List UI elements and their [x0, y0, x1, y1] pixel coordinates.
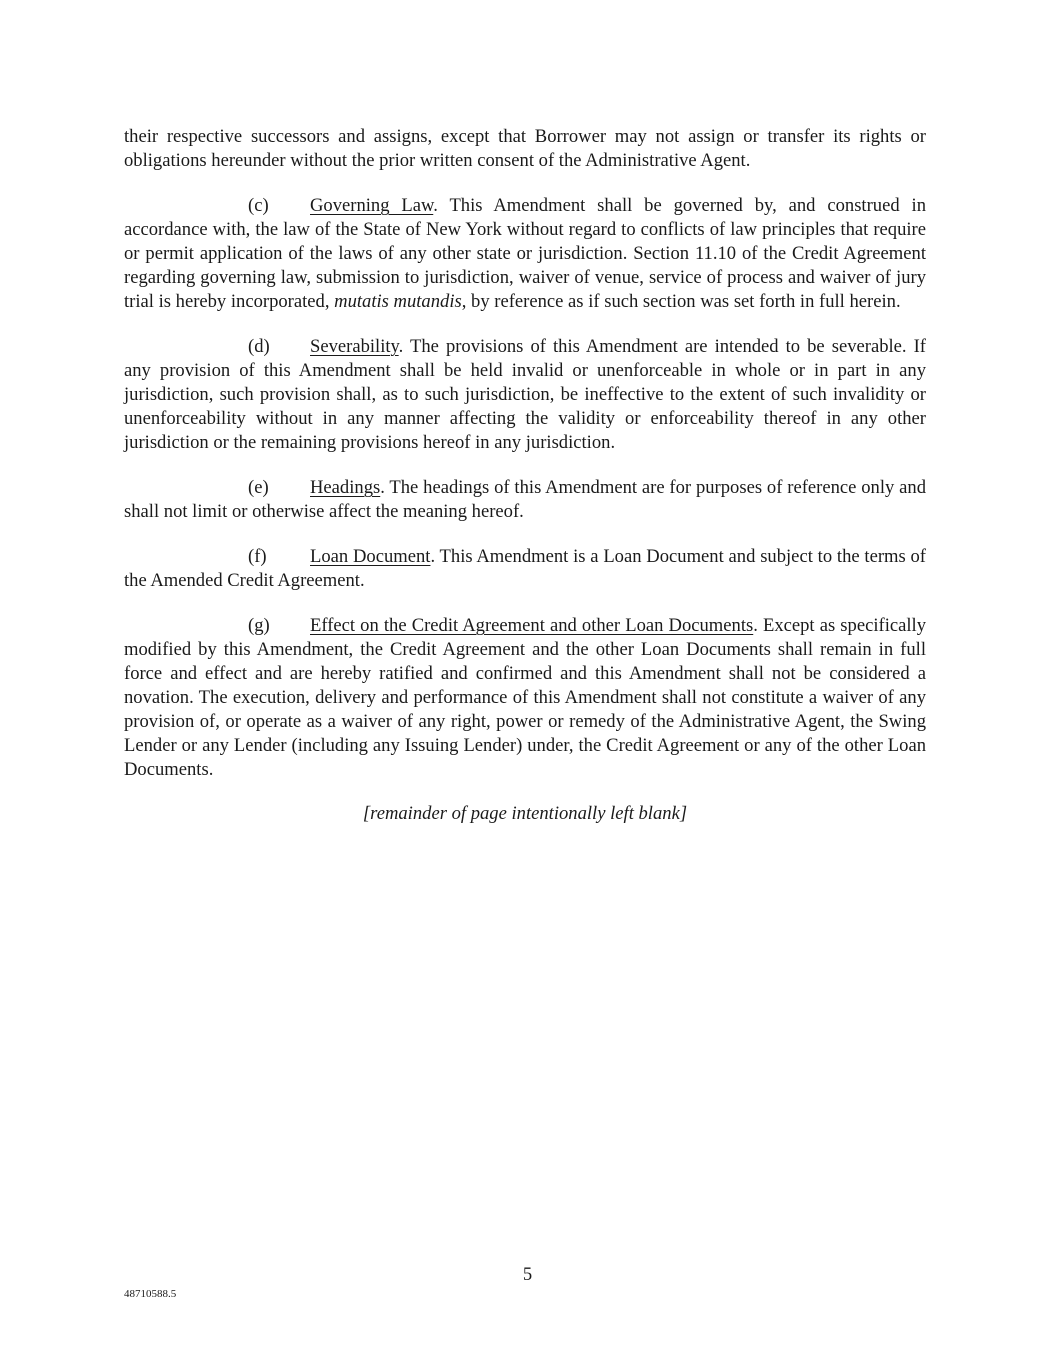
paragraph-c-governing-law — [124, 194, 926, 314]
paragraph-c-italic: mutatis mutandis — [334, 291, 462, 312]
paragraph-d-text: . The provisions of this Amendment are intended to be severable. If any provision of this Amendment shall be held invalid or unenforceable in whole or in part in any jurisdiction, such provision shall, as to such jurisdiction, be ineffective to the extent of such invalidity or unenforceability without in any manner affecting the validity or enforceability thereof in any other jurisdiction or the remaining provisions hereof in any jurisdiction. — [124, 336, 926, 453]
paragraph-f-loan-document — [124, 545, 926, 593]
paragraph-c-text-after: , by reference as if such section was set forth in full herein. — [461, 291, 901, 312]
paragraph-f-heading: Loan Document — [310, 546, 431, 567]
paragraph-d-severability — [124, 335, 926, 455]
paragraph-g-heading: Effect on the Credit Agreement and other Loan Documents — [310, 615, 754, 636]
paragraph-e-headings — [124, 476, 926, 524]
paragraph-intro — [124, 125, 926, 173]
paragraph-f-label: (f) — [248, 546, 267, 567]
paragraph-g-text: . Except as specifically modified by this Amendment, the Credit Agreement and the other Loan Documents shall remain in full force and effect and are hereby ratified and confirmed and this Amendment shall not be considered a novation. The execution, delivery and performance of this Amendment shall not constitute a waiver of any provision of, or operate as a waiver of any right, power or remedy of the Administrative Agent, the Swing Lender or any Lender (including any Issuing Lender) under, the Credit Agreement or any of the other Loan Documents. — [124, 615, 926, 780]
paragraph-e-heading: Headings — [310, 477, 381, 498]
paragraph-c-label: (c) — [248, 195, 269, 216]
document-id: 48710588.5 — [124, 1288, 177, 1300]
paragraph-f-text: . This Amendment is a Loan Document and subject to the terms of the Amended Credit Agreement. — [124, 546, 926, 591]
paragraph-intro-text: their respective successors and assigns, except that Borrower may not assign or transfer its rights or obligations hereunder without the prior written consent of the Administrative Agent. — [124, 126, 926, 171]
document-body — [124, 125, 926, 826]
paragraph-d-heading: Severability — [310, 336, 399, 357]
paragraph-g-effect — [124, 614, 926, 782]
paragraph-c-heading: Governing Law — [310, 195, 434, 216]
paragraph-g-label: (g) — [248, 615, 270, 636]
paragraph-d-label: (d) — [248, 336, 270, 357]
blank-page-note: [remainder of page intentionally left blank] — [362, 803, 688, 824]
page-number: 5 — [522, 1264, 533, 1285]
paragraph-e-label: (e) — [248, 477, 269, 498]
paragraph-c-text-before: . This Amendment shall be governed by, and construed in accordance with, the law of the State of New York without regard to conflicts of law principles that require or permit application of the laws of any other state or jurisdiction. Section 11.10 of the Credit Agreement regarding governing law, submission to jurisdiction, waiver of venue, service of process and waiver of jury trial is hereby incorporated, — [124, 195, 926, 312]
paragraph-e-text: . The headings of this Amendment are for purposes of reference only and shall not limit or otherwise affect the meaning hereof. — [124, 477, 926, 522]
